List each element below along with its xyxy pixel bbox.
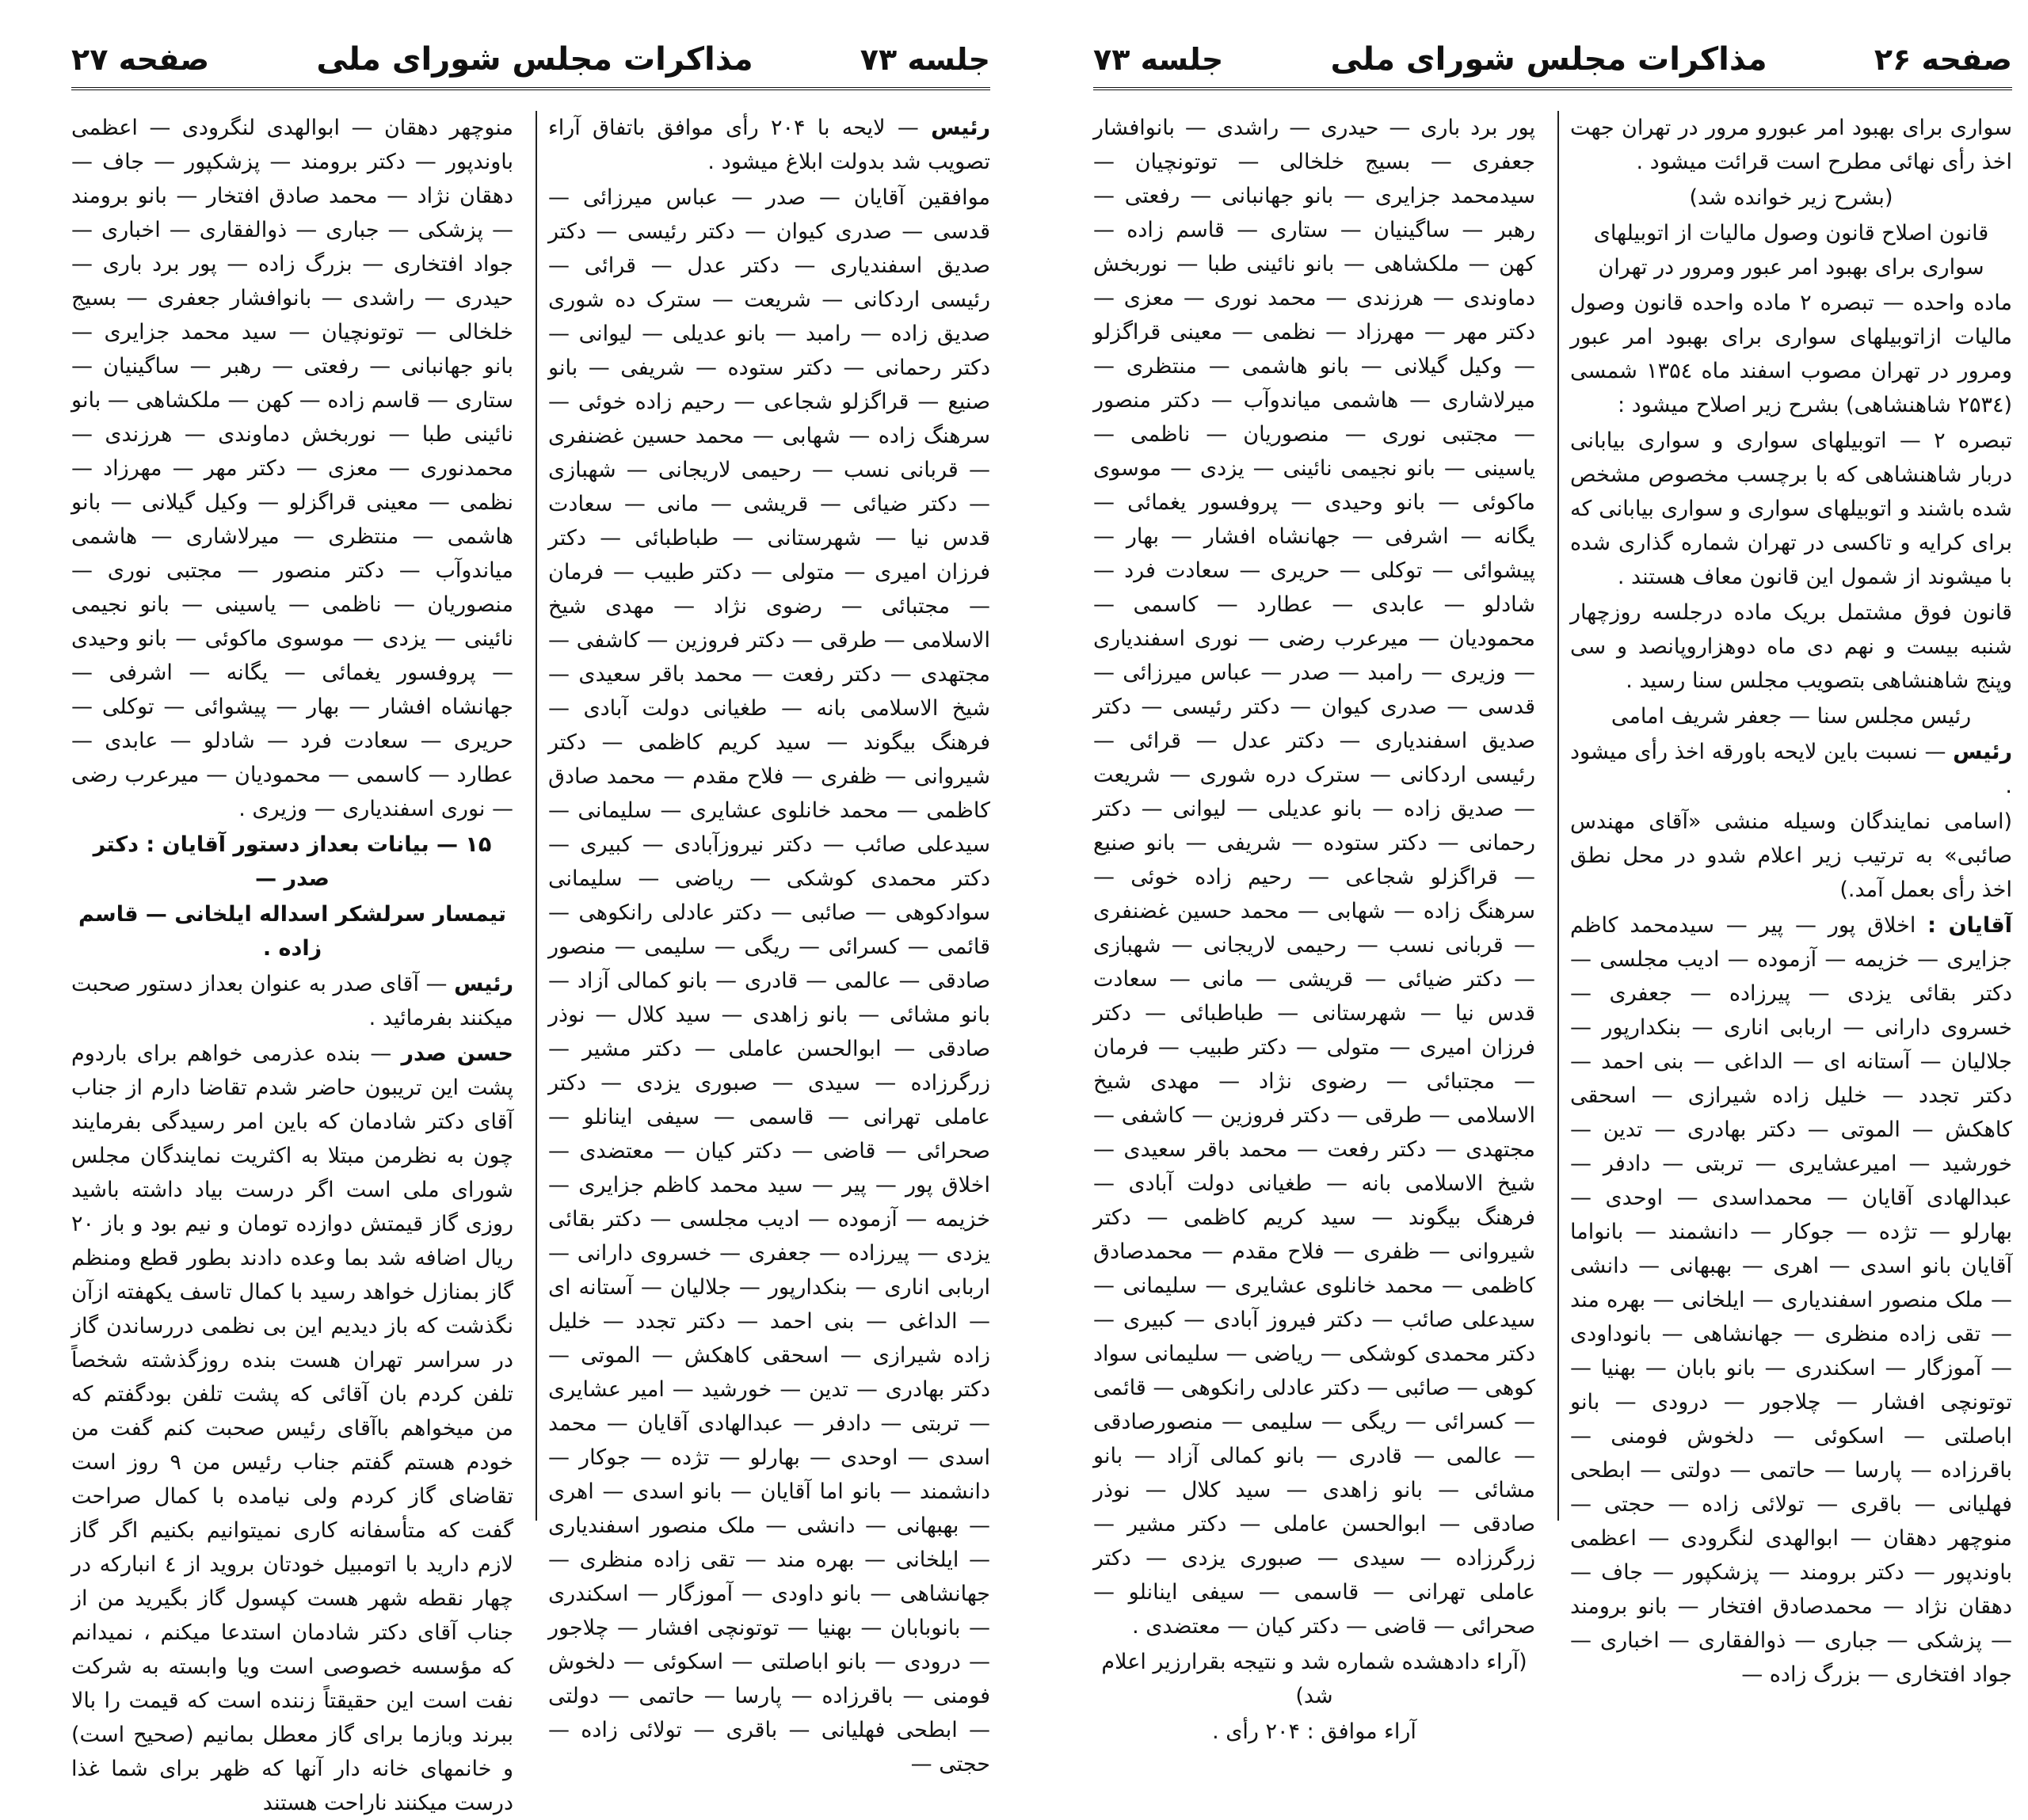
speaker-name: رئیس xyxy=(1953,740,2012,764)
paragraph: تبصره ۲ — اتوبیلهای سواری و سواری بیابانی دربار شاهنشاهی که با برچسب مخصوص مشخص شده باشند و اتوبیلهای سواری و سواری بیابانی که برای کرایه و تاکسی در تهران شماره گذاری شده با میشوند از شمول این قانون معاف هستند . xyxy=(1570,428,2013,589)
voters-list xyxy=(1570,908,2012,1692)
speaker-name: رئیس xyxy=(454,972,513,996)
session-label: جلسه ۷۳ xyxy=(1093,42,1224,77)
paragraph: سواری برای بهبود امر عبورو مرور در تهران جهت اخذ رأی نهائی مطرح است قرائت میشود . xyxy=(1570,116,2012,174)
paragraph xyxy=(548,111,990,179)
section-heading: ۱۵ — بیانات بعداز دستور آقایان : دکتر صدر — xyxy=(93,832,492,891)
names-text: اخلاق پور — پیر — سیدمحمد کاظم جزایری — خزیمه — آزموده — ادیب مجلسی — دکتر بقائی یزدی — پیرزاده — جعفری — خسروی دارانی — اربابی اناری — بنکدارپور — جلالیان — آستانه ای — الداغی — بنی احمد — دکتر تجدد — خلیل زاده شیرازی — اسحقی کاهکش — الموتی — دکتر بهادری — تدین — خورشید — امیرعشایری — تربتی — دادفر — عبدالهادی آقایان — محمداسدی — اوحدی — بهارلو — تژده — جوکار — دانشمند — بانواما آقایان بانو اسدی — اهری — بهبهانی — دانشی — ملک منصور اسفندیاری — ایلخانی — بهره مند — تقی زاده منظری — جهانشاهی — بانوداودی — آموزگار — اسکندری — بانو بابان — بهنیا — توتونچی افشار — چلاجور — درودی — بانو اباصلتی — اسکوئی — دلخوش فومنی — باقرزاده — پارسا — حاتمی — دولتی — ابطحی فهلیانی — باقری — تولائی زاده — حجتی — منوچهر دهقان — ابوالهدی لنگرودی — اعظمی باوندپور — دکتر برومند — پزشکپور — جاف — دهقان نژاد — محمدصادق افتخار — بانو برومند — پزشکی — جباری — ذوالفقاری — اخباری — جواد افتخاری — بزرگ زاده — xyxy=(1570,913,2012,1687)
page-header xyxy=(1093,32,2012,90)
vote-result: آراء موافق : ۲۰۴ رأی . xyxy=(1212,1719,1416,1744)
page-body xyxy=(1093,111,2013,1744)
paragraph: (بشرح زیر خوانده شد) xyxy=(1689,185,1893,210)
page-number: صفحه ۲۷ xyxy=(71,42,210,77)
speech-text: — بنده عذرمی خواهم برای باردوم پشت این تریبون حاضر شدم تقاضا دارم از جناب آقای دکتر شادمان که باین امر رسیدگی بفرمایند چون به نظرمن مبتلا به اکثریت نمایندگان مجلس شورای ملی است اگر درست بیاد داشته باشید روزی گاز قیمتش دوازده تومان و نیم بود و باز ۲۰ ریال اضافه شد بما وعده دادند بطور قطع ومنظم گاز بمنازل خواهد رسید با کمال تاسف یکهفته ازآن نگذشت که باز دیدیم این بی نظمی دررساندن گاز در سراسر تهران هست بنده روزگذشته شخصاً تلفن کردم بان آقائی که پشت تلفن بودگفتم که من میخواهم باآقای رئیس صحبت کنم گفت من خودم هستم گفتم جناب رئیس من ۹ روز است تقاضای گاز کردم ولی نیامده با کمال صراحت گفت که متأسفانه کاری نمیتوانیم بکنیم اگر گاز لازم دارید با اتومبیل خودتان بروید از ٤ انبارکه در چهار نقطه شهر هست کپسول گاز بگیرید من از جناب آقای دکتر شادمان استدعا میکنم ، نمیدانم که مؤسسه خصوصی است ویا وابسته به شرکت نفت است این حقیقتاً زننده است که قیمت را بالا ببرند وبازما برای گاز معطل بمانیم (صحیح است) و خانمهای خانه دار آنها که ظهر برای شما غذا درست میکنند ناراحت هستند xyxy=(71,1041,513,1815)
page-body xyxy=(71,111,991,1815)
paragraph: قانون فوق مشتمل بریک ماده درجلسه روزچهار شنبه بیست و نهم دی ماه دوهزاروپانصد و سی وپنج شاهنشاهی بتصویب مجلس سنا رسید . xyxy=(1570,600,2012,693)
header-title: مذاکرات مجلس شورای ملی xyxy=(1330,41,1767,78)
voters-list: منوچهر دهقان — ابوالهدی لنگرودی — اعظمی باوندپور — دکتر برومند — پزشکپور — جاف — دهقان نژاد — محمد صادق افتخار — بانو برومند — پزشکی — جباری — ذوالفقاری — اخباری — جواد افتخاری — بزرگ زاده — پور برد باری — حیدری — راشدی — بانوافشار جعفری — بسیج خلخالی — توتونچیان — سید محمد جزایری — بانو جهانبانی — رفعتی — رهبر — ساگینیان — ستاری — قاسم زاده — کهن — ملکشاهی — بانو نائینی طبا — نوربخش دماوندی — هرزندی — محمدنوری — معزی — دکتر مهر — مهرزاد — نظمی — معینی قراگزلو — وکیل گیلانی — بانو هاشمی — منتظری — میرلاشاری — هاشمی میاندوآب — دکتر منصور — مجتبی نوری — منصوریان — ناظمی — یاسینی — بانو نجیمی نائینی — یزدی — موسوی ماکوئی — بانو وحیدی — پروفسور یغمائی — یگانه — اشرفی — جهانشاه افشار — بهار — پیشوائی — توکلی — حریری — سعادت فرد — شادلو — عابدی — عطارد — کاسمی — محمودیان — میرعرب رضی — نوری اسفندیاری — وزیری . xyxy=(71,116,513,821)
column-left xyxy=(1093,111,1535,1744)
speaker-name: حسن صدر xyxy=(401,1041,513,1066)
speech-text: — نسبت باین لایحه باورقه اخذ رأی میشود . xyxy=(1570,740,2012,798)
law-title: قانون اصلاح قانون وصول مالیات از اتوبیلهای سواری برای بهبود امر عبور ومرور در تهران xyxy=(1593,221,1989,280)
page-header xyxy=(71,32,990,90)
column-left xyxy=(71,111,513,1815)
paragraph xyxy=(1570,735,2012,803)
voters-list: پور برد باری — حیدری — راشدی — بانوافشار جعفری — بسیج خلخالی — توتونچیان — سیدمحمد جزایری — بانو جهانبانی — رفعتی — رهبر — ساگینیان — ستاری — قاسم زاده — کهن — ملکشاهی — بانو نائینی طبا — نوربخش دماوندی — هرزندی — محمد نوری — معزی — دکتر مهر — مهرزاد — نظمی — معینی قراگزلو — وکیل گیلانی — بانو هاشمی — منتظری — میرلاشاری — هاشمی میاندوآب — دکتر منصور — مجتبی نوری — منصوریان — ناظمی — یاسینی — بانو نجیمی نائینی — یزدی — موسوی ماکوئی — بانو وحیدی — پروفسور یغمائی — یگانه — اشرفی — جهانشاه افشار — بهار — پیشوائی — توکلی — حریری — سعادت فرد — شادلو — عابدی — عطارد — کاسمی — محمودیان — میرعرب رضی — نوری اسفندیاری — وزیری — رامبد — صدر — عباس میرزائی — قدسی — صدری کیوان — دکتر رئیسی — دکتر صدیق اسفندیاری — دکتر عدل — قرائی — رئیسی اردکانی — سترک دره شوری — شریعت — صدیق زاده — بانو عدیلی — لیوانی — دکتر رحمانی — دکتر ستوده — شریفی — بانو صنیع — قراگزلو شجاعی — رحیم زاده خوئی — سرهنگ زاده — شهابی — محمد حسین غضنفری — قربانی نسب — رحیمی لاریجانی — شهبازی — دکتر ضیائی — قریشی — مانی — سعادت قدس نیا — شهرستانی — طباطبائی — دکتر فرزان امیری — متولی — دکتر طبیب — فرمان — مجتبائی — رضوی نژاد — مهدی شیخ الاسلامی — طرقی — دکتر فروزین — کاشفی — مجتهدی — دکتر رفعت — محمد باقر سعیدی — شیخ الاسلامی بانه — طغیانی دولت آبادی — فرهنگ بیگوند — سید کریم کاظمی — دکتر شیروانی — ظفری — فلاح مقدم — محمدصادق کاظمی — محمد خانلوی عشایری — سلیمانی — سیدعلی صائب — دکتر فیروز آبادی — کبیری — دکتر محمدی کوشکی — ریاضی — سلیمانی سواد کوهی — صائبی — دکتر عادلی رانکوهی — قائمی — کسرائی — ریگی — سلیمی — منصورصادقی — عالمی — قادری — بانو کمالی آزاد — بانو مشائی — بانو زاهدی — سید کلال — نوذر صادقی — ابوالحسن عاملی — دکتر مشیر — زرگرزاده — سیدی — صبوری یزدی — دکتر عاملی تهرانی — قاسمی — سیفی اینانلو — صحرائی — قاضی — دکتر کیان — معتضدی . xyxy=(1093,116,1535,1639)
page-26 xyxy=(1093,32,2013,1744)
speech-text: — لایحه با ۲۰۴ رأی موافق باتفاق آراء تصویب شد بدولت ابلاغ میشود . xyxy=(548,116,990,174)
paragraph: ماده واحده — تبصره ۲ ماده واحده قانون وصول مالیات ازاتوبیلهای سواری برای بهبود امر عبور ومرور در تهران مصوب اسفند ماه ۱۳۵٤ شمسی (۲۵۳٤ شاهنشاهی) بشرح زیر اصلاح میشود : xyxy=(1570,291,2013,417)
paragraph xyxy=(71,1037,513,1820)
column-right xyxy=(536,111,991,1776)
page-number: صفحه ۲۶ xyxy=(1874,42,2012,77)
paragraph: (آراء دادهشده شماره شد و نتیجه بقرارزیر اعلام شد) xyxy=(1101,1650,1527,1708)
speaker-name: رئیس xyxy=(931,116,991,140)
session-label: جلسه ۷۳ xyxy=(860,42,990,77)
section-heading: تیمسار سرلشکر اسداله ایلخانی — قاسم زاده . xyxy=(78,902,507,961)
signature-line: رئیس مجلس سنا — جعفر شریف امامی xyxy=(1611,704,1972,729)
column-right xyxy=(1557,111,2013,1687)
header-title: مذاکرات مجلس شورای ملی xyxy=(316,41,753,78)
speech-text: — آقای صدر به عنوان بعداز دستور صحبت میکنند بفرمائید . xyxy=(71,972,513,1030)
paragraph xyxy=(71,967,513,1035)
list-label: آقایان : xyxy=(1927,913,2012,938)
voters-list: موافقین آقایان — صدر — عباس میرزائی — قدسی — صدری کیوان — دکتر رئیسی — دکتر صدیق اسفندیاری — دکتر عدل — قرائی — رئیسی اردکانی — شریعت — سترک ده شوری صدیق زاده — رامبد — بانو عدیلی — لیوانی — دکتر رحمانی — دکتر ستوده — شریفی — بانو صنیع — قراگزلو شجاعی — رحیم زاده خوئی — سرهنگ زاده — شهابی — محمد حسین غضنفری — قربانی نسب — رحیمی لاریجانی — شهبازی — دکتر ضیائی — قریشی — مانی — سعادت قدس نیا — شهرستانی — طباطبائی — دکتر فرزان امیری — متولی — دکتر طبیب — فرمان — مجتبائی — رضوی نژاد — مهدی شیخ الاسلامی — طرقی — دکتر فروزین — کاشفی — مجتهدی — دکتر رفعت — محمد باقر سعیدی — شیخ الاسلامی بانه — طغیانی دولت آبادی — فرهنگ بیگوند — سید کریم کاظمی — دکتر شیروانی — ظفری — فلاح مقدم — محمد صادق کاظمی — محمد خانلوی عشایری — سلیمانی — سیدعلی صائب — دکتر نیروزآبادی — کبیری — دکتر محمدی کوشکی — ریاضی — سلیمانی سوادکوهی — صائبی — دکتر عادلی رانکوهی — قائمی — کسرائی — ریگی — سلیمی — منصور صادقی — عالمی — قادری — بانو کمالی آزاد — بانو مشائی — بانو زاهدی — سید کلال — نوذر صادقی — ابوالحسن عاملی — دکتر مشیر — زرگرزاده — سیدی — صبوری یزدی — دکتر عاملی تهرانی — قاسمی — سیفی اینانلو — صحرائی — قاضی — دکتر کیان — معتضدی — اخلاق پور — پیر — سید محمد کاظم جزایری — خزیمه — آزموده — ادیب مجلسی — دکتر بقائی یزدی — پیرزاده — جعفری — خسروی دارانی — اربابی اناری — بنکدارپور — جلالیان — آستانه ای — الداغی — بنی احمد — دکتر تجدد — خلیل زاده شیرازی — اسحقی کاهکش — الموتی — دکتر بهادری — تدین — خورشید — امیر عشایری — تربتی — دادفر — عبدالهادی آقایان — محمد اسدی — اوحدی — بهارلو — تژده — جوکار — دانشمند — بانو اما آقایان — بانو اسدی — اهری — بهبهانی — دانشی — ملک منصور اسفندیاری — ایلخانی — بهره مند — تقی زاده منظری — جهانشاهی — بانو داودی — آموزگار — اسکندری — بانوبابان — بهنیا — توتونچی افشار — چلاجور — درودی — بانو اباصلتی — اسکوئی — دلخوش فومنی — باقرزاده — پارسا — حاتمی — دولتی — ابطحی فهلیانی — باقری — تولائی زاده — حجتی — xyxy=(548,185,990,1776)
page-27 xyxy=(71,32,991,1815)
paragraph: (اسامی نمایندگان وسیله منشی «آقای مهندس صائبی» به ترتیب زیر اعلام شدو در محل نطق اخذ رأی بعمل آمد.) xyxy=(1570,809,2012,902)
